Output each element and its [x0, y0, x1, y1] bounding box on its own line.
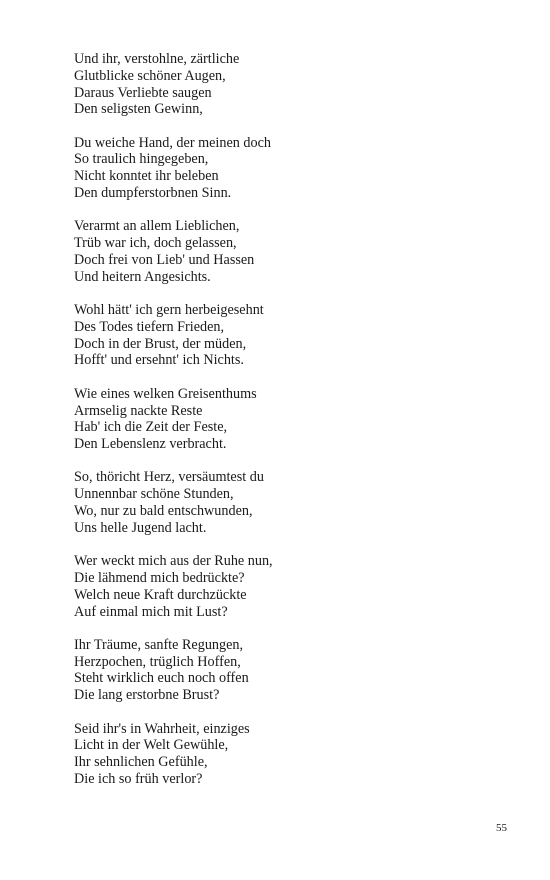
poem-line: Licht in der Welt Gewühle,	[74, 737, 229, 754]
poem-line: Du weiche Hand, der meinen doch	[74, 134, 271, 151]
stanza	[74, 637, 494, 704]
poem-line: Wie eines welken Greisenthums	[74, 385, 257, 402]
stanza	[74, 721, 494, 788]
poem-line: Daraus Verliebte saugen	[74, 84, 212, 101]
poem-line: Und ihr, verstohlne, zärtliche	[74, 51, 240, 67]
stanza	[74, 553, 494, 620]
stanza	[74, 51, 494, 118]
poem-line: Den seligsten Gewinn,	[74, 101, 203, 118]
poem-line: Nicht konntet ihr beleben	[74, 168, 219, 185]
poem-line: Den Lebenslenz verbracht.	[74, 436, 227, 453]
poem-line: Hofft' und ersehnt' ich Nichts.	[74, 352, 244, 369]
poem-line: Auf einmal mich mit Lust?	[74, 603, 228, 620]
poem-line: So traulich hingegeben,	[74, 151, 209, 168]
poem-line: Trüb war ich, doch gelassen,	[74, 235, 237, 252]
poem-line: Doch frei von Lieb' und Hassen	[74, 251, 255, 268]
poem-line: Verarmt an allem Lieblichen,	[74, 218, 240, 235]
poem-line: Die ich so früh verlor?	[74, 770, 203, 787]
poem-line: Des Todes tiefern Frieden,	[74, 318, 225, 335]
poem-line: Armselig nackte Reste	[74, 402, 203, 419]
poem-line: Unnennbar schöne Stunden,	[74, 486, 234, 503]
poem-line: Die lang erstorbne Brust?	[74, 687, 220, 704]
poem-line: Hab' ich die Zeit der Feste,	[74, 419, 228, 436]
stanza	[74, 218, 494, 285]
stanza	[74, 469, 494, 536]
poem-line: Wo, nur zu bald entschwunden,	[74, 503, 253, 520]
poem-line: Uns helle Jugend lacht.	[74, 519, 207, 536]
stanza	[74, 386, 494, 453]
poem-line: Die lähmend mich bedrückte?	[74, 569, 245, 586]
poem-line: Seid ihr's in Wahrheit, einziges	[74, 720, 250, 737]
poem-text	[74, 51, 494, 804]
poem-line: Doch in der Brust, der müden,	[74, 335, 247, 352]
poem-line: Wohl hätt' ich gern herbeigesehnt	[74, 302, 264, 319]
stanza	[74, 135, 494, 202]
poem-line: So, thöricht Herz, versäumtest du	[74, 469, 264, 486]
poem-line: Herzpochen, trüglich Hoffen,	[74, 653, 241, 670]
stanza	[74, 302, 494, 369]
poem-line: Glutblicke schöner Augen,	[74, 67, 226, 84]
poem-line: Welch neue Kraft durchzückte	[74, 586, 247, 603]
poem-line: Ihr sehnlichen Gefühle,	[74, 754, 208, 771]
page-number: 55	[496, 822, 507, 834]
poem-line: Steht wirklich euch noch offen	[74, 670, 249, 687]
poem-line: Wer weckt mich aus der Ruhe nun,	[74, 553, 273, 570]
poem-line: Und heitern Angesichts.	[74, 268, 211, 285]
poem-line: Den dumpferstorbnen Sinn.	[74, 185, 232, 202]
poem-line: Ihr Träume, sanfte Regungen,	[74, 636, 244, 653]
